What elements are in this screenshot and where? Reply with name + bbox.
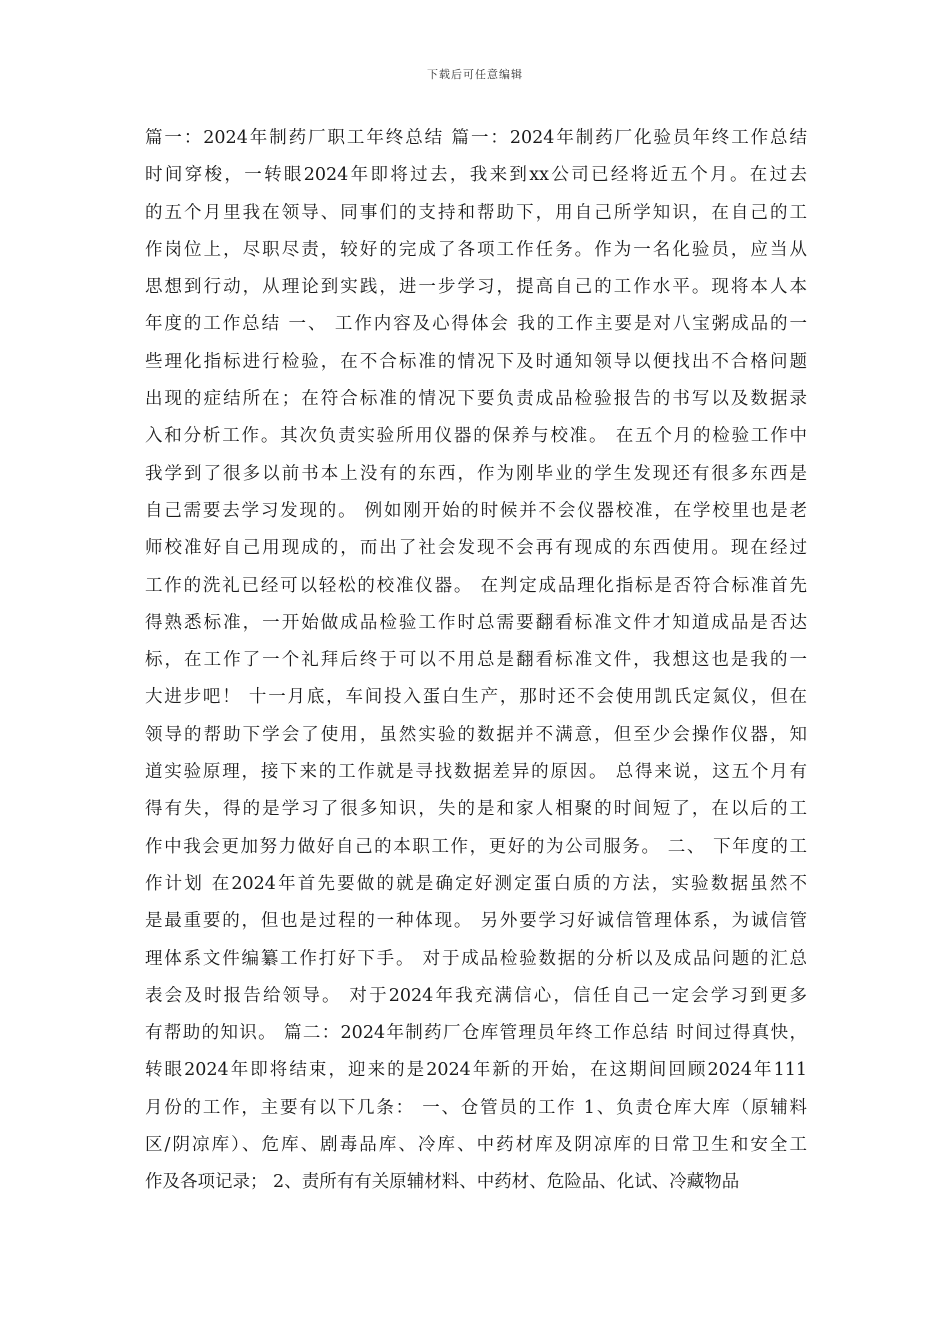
text-line-15: 标，在工作了一个礼拜后终于可以不用总是翻看标准文件，我想这也是我的一 xyxy=(145,650,807,671)
text-line-8: 出现的症结所在；在符合标准的情况下要负责成品检验报告的书写以及数据录 xyxy=(145,389,807,410)
text-line-12: 师校准好自己用现成的，而出了社会发现不会再有现成的东西使用。现在经过 xyxy=(145,538,807,559)
text-line-14: 得熟悉标准，一开始做成品检验工作时总需要翻看标准文件才知道成品是否达 xyxy=(145,612,807,633)
text-line-20: 作中我会更加努力做好自己的本职工作，更好的为公司服务。 二、 下年度的工 xyxy=(145,836,807,857)
text-line-21: 作计划 在2024年首先要做的就是确定好测定蛋白质的方法，实验数据虽然不 xyxy=(145,873,807,894)
text-line-26: 转眼2024年即将结束，迎来的是2024年新的开始，在这期间回顾2024年111 xyxy=(145,1060,807,1081)
text-line-29: 作及各项记录； 2、责所有有关原辅材料、中药材、危险品、化试、冷藏物品 xyxy=(145,1172,740,1193)
text-line-19: 得有失，得的是学习了很多知识，失的是和家人相聚的时间短了，在以后的工 xyxy=(145,799,807,820)
text-line-2: 时间穿梭，一转眼2024年即将过去，我来到xx公司已经将近五个月。在过去 xyxy=(145,165,807,186)
text-line-22: 是最重要的，但也是过程的一种体现。 另外要学习好诚信管理体系，为诚信管 xyxy=(145,911,807,932)
text-line-11: 自己需要去学习发现的。 例如刚开始的时候并不会仪器校准，在学校里也是老 xyxy=(145,500,807,521)
text-line-9: 入和分析工作。其次负责实验所用仪器的保养与校准。 在五个月的检验工作中 xyxy=(145,426,807,447)
text-line-17: 领导的帮助下学会了使用，虽然实验的数据并不满意，但至少会操作仪器，知 xyxy=(145,724,807,745)
text-line-24: 表会及时报告给领导。 对于2024年我充满信心，信任自己一定会学习到更多 xyxy=(145,985,807,1006)
text-line-13: 工作的洗礼已经可以轻松的校准仪器。 在判定成品理化指标是否符合标准首先 xyxy=(145,575,807,596)
text-line-3: 的五个月里我在领导、同事们的支持和帮助下，用自己所学知识，在自己的工 xyxy=(145,202,807,223)
page-header: 下载后可任意编辑 xyxy=(427,68,523,81)
text-line-5: 思想到行动，从理论到实践，进一步学习，提高自己的工作水平。现将本人本 xyxy=(145,277,807,298)
text-line-7: 些理化指标进行检验，在不合标准的情况下及时通知领导以便找出不合格问题 xyxy=(145,351,807,372)
text-line-25: 有帮助的知识。 篇二：2024年制药厂仓库管理员年终工作总结 时间过得真快， xyxy=(145,1023,807,1044)
text-line-27: 月份的工作，主要有以下几条： 一、仓管员的工作 1、负责仓库大库（原辅料 xyxy=(145,1097,807,1118)
text-line-23: 理体系文件编纂工作打好下手。 对于成品检验数据的分析以及成品问题的汇总 xyxy=(145,948,807,969)
text-line-1: 篇一：2024年制药厂职工年终总结 篇一：2024年制药厂化验员年终工作总结 xyxy=(145,128,807,148)
text-line-10: 我学到了很多以前书本上没有的东西，作为刚毕业的学生发现还有很多东西是 xyxy=(145,463,807,484)
text-line-6: 年度的工作总结 一、 工作内容及心得体会 我的工作主要是对八宝粥成品的一 xyxy=(145,314,807,335)
text-line-4: 作岗位上，尽职尽责，较好的完成了各项工作任务。作为一名化验员，应当从 xyxy=(145,239,807,260)
text-line-16: 大进步吧！ 十一月底，车间投入蛋白生产，那时还不会使用凯氏定氮仪，但在 xyxy=(145,687,807,708)
text-line-18: 道实验原理，接下来的工作就是寻找数据差异的原因。 总得来说，这五个月有 xyxy=(145,762,807,783)
document-body xyxy=(145,120,807,1202)
text-line-28: 区/阴凉库）、危库、剧毒品库、冷库、中药材库及阴凉库的日常卫生和安全工 xyxy=(145,1135,807,1156)
